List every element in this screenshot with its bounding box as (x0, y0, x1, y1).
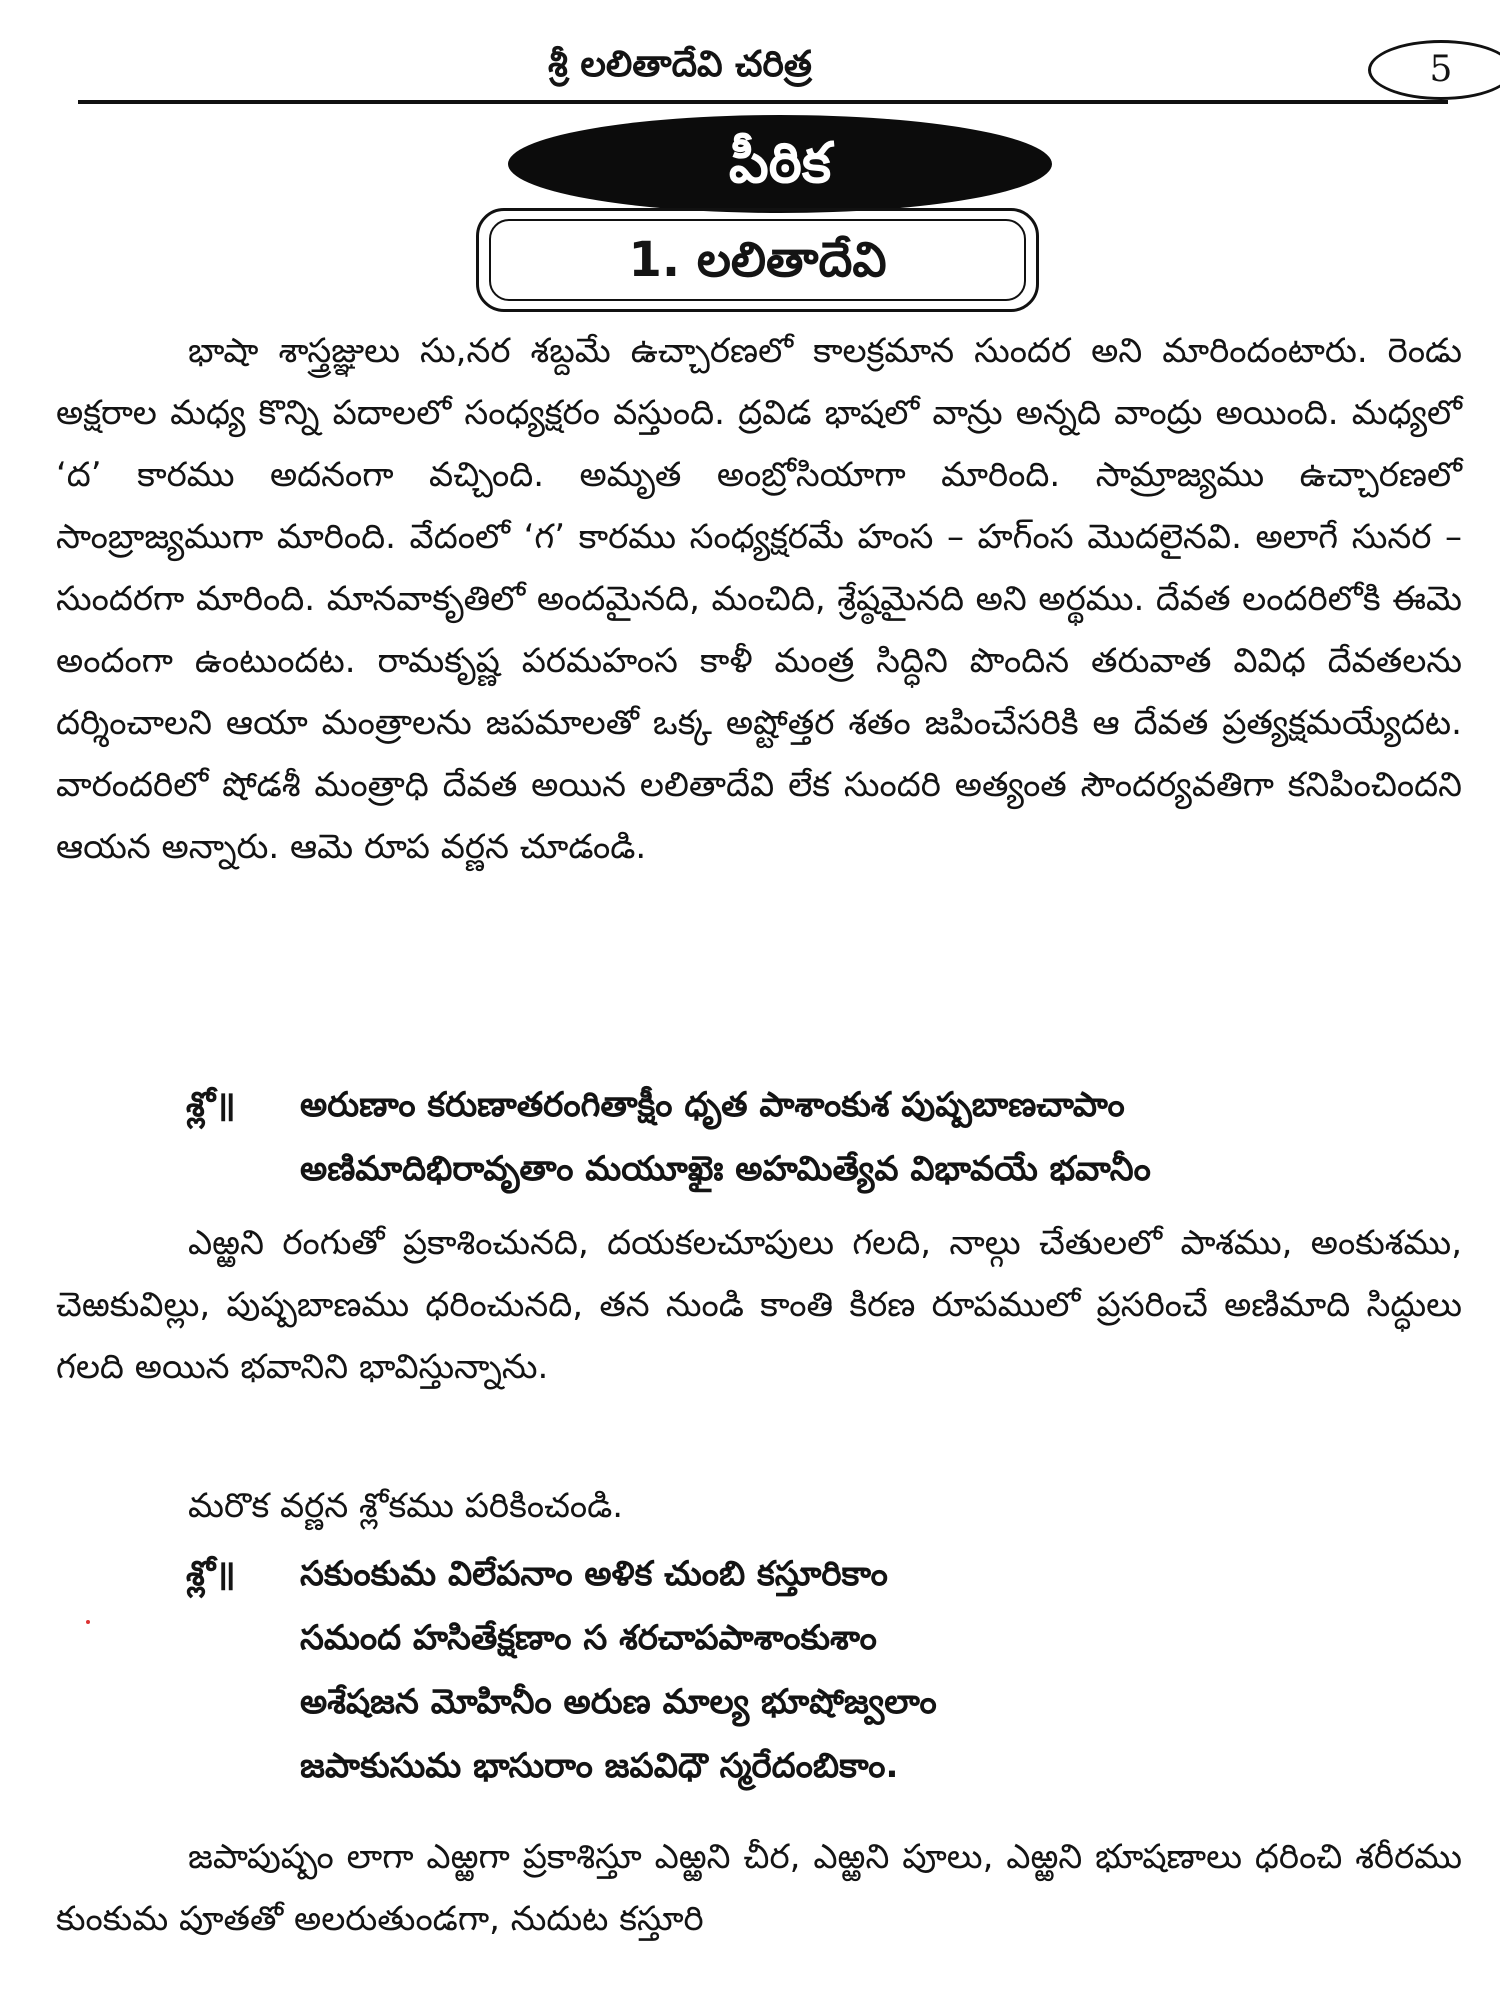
shloka-1-lines (300, 1073, 1151, 1201)
section-heading-box (476, 208, 1039, 312)
shloka-marker: శ్లో॥ (186, 1554, 236, 1594)
intro-line: మరొక వర్ణన శ్లోకము పరికించండి. (188, 1486, 624, 1526)
shloka-line: సమంద హసితేక్షణాం స శరచాపపాశాంకుశాం (300, 1618, 877, 1658)
page-header (78, 38, 1453, 104)
shloka-line: అరుణాం కరుణాతరంగితాక్షీం ధృత పాశాంకుశ పుష్పబాణచాపాం (300, 1085, 1125, 1125)
shloka-line: జపాకుసుమ భాసురాం జపవిధౌ స్మరేదంబికాం. (300, 1746, 899, 1786)
paragraph-1 (56, 320, 1462, 878)
shloka-line: అణిమాదిభిరావృతాం మయూఖైః అహమిత్యేవ విభావయే భవానీం (300, 1149, 1151, 1189)
shloka-line: సకుంకుమ విలేపనాం అళిక చుంబి కస్తూరికాం (300, 1554, 888, 1594)
paragraph-1-text: భాషా శాస్త్రజ్ఞులు సు,నర శబ్దమే ఉచ్చారణలో కాలక్రమాన సుందర అని మారిందంటారు. రెండు అక్షరాల మధ్య కొన్ని పదాలలో సంధ్యక్షరం వస్తుంది. ద్రవిడ భాషలో వాన్రు అన్నది వాంద్రు అయింది. మధ్యలో ‘ద’ కారము అదనంగా వచ్చింది. అమృత అంబ్రోసియాగా మారింది. సామ్రాజ్యము ఉచ్చారణలో సాంబ్రాజ్యముగా మారింది. వేదంలో ‘గ’ కారము సంధ్యక్షరమే హంస – హగ్ంస మొదలైనవి. అలాగే సునర – సుందరగా మారింది. మానవాకృతిలో అందమైనది, మంచిది, శ్రేష్ఠమైనది అని అర్థము. దేవత లందరిలోకి ఈమె అందంగా ఉంటుందట. రామకృష్ణ పరమహంస కాళీ మంత్ర సిద్ధిని పొందిన తరువాత వివిధ దేవతలను దర్శించాలని ఆయా మంత్రాలను జపమాలతో ఒక్క అష్టోత్తర శతం జపించేసరికి ఆ దేవత ప్రత్యక్షమయ్యేదట. వారందరిలో షోడశీ మంత్రాధి దేవత అయిన లలితాదేవి లేక సుందరి అత్యంత సౌందర్యవతిగా కనిపించిందని ఆయన అన్నారు. ఆమె రూప వర్ణన చూడండి. (56, 331, 1462, 867)
paragraph-3 (56, 1826, 1462, 1950)
paragraph-2-text: ఎఱ్ఱని రంగుతో ప్రకాశించునది, దయకలచూపులు గలది, నాల్గు చేతులలో పాశము, అంకుశము, చెఱకువిల్లు, పుష్పబాణము ధరించునది, తన నుండి కాంతి కిరణ రూపములో ప్రసరించే అణిమాది సిద్ధులు గలది అయిన భవానిని భావిస్తున్నాను. (56, 1223, 1462, 1387)
page-number: 5 (1368, 40, 1500, 100)
shloka-line: అశేషజన మోహినీం అరుణ మాల్య భూషోజ్వలాం (300, 1682, 937, 1722)
shloka-2-lines (300, 1542, 937, 1798)
paragraph-2 (56, 1212, 1462, 1398)
paragraph-3-text: జపాపుష్పం లాగా ఎఱ్ఱగా ప్రకాశిస్తూ ఎఱ్ఱని చీర, ఎఱ్ఱని పూలు, ఎఱ్ఱని భూషణాలు ధరించి శరీరము కుంకుమ పూతతో అలరుతుండగా, నుదుట కస్తూరి (56, 1837, 1462, 1939)
header-rule (78, 100, 1448, 104)
section-heading: 1. లలితాదేవి (489, 219, 1026, 301)
shloka-marker: శ్లో॥ (186, 1085, 236, 1125)
print-speck (86, 1620, 90, 1624)
running-title: శ్రీ లలితాదేవి చరిత్ర (548, 44, 812, 85)
chapter-heading: పీఠిక (508, 115, 1052, 213)
